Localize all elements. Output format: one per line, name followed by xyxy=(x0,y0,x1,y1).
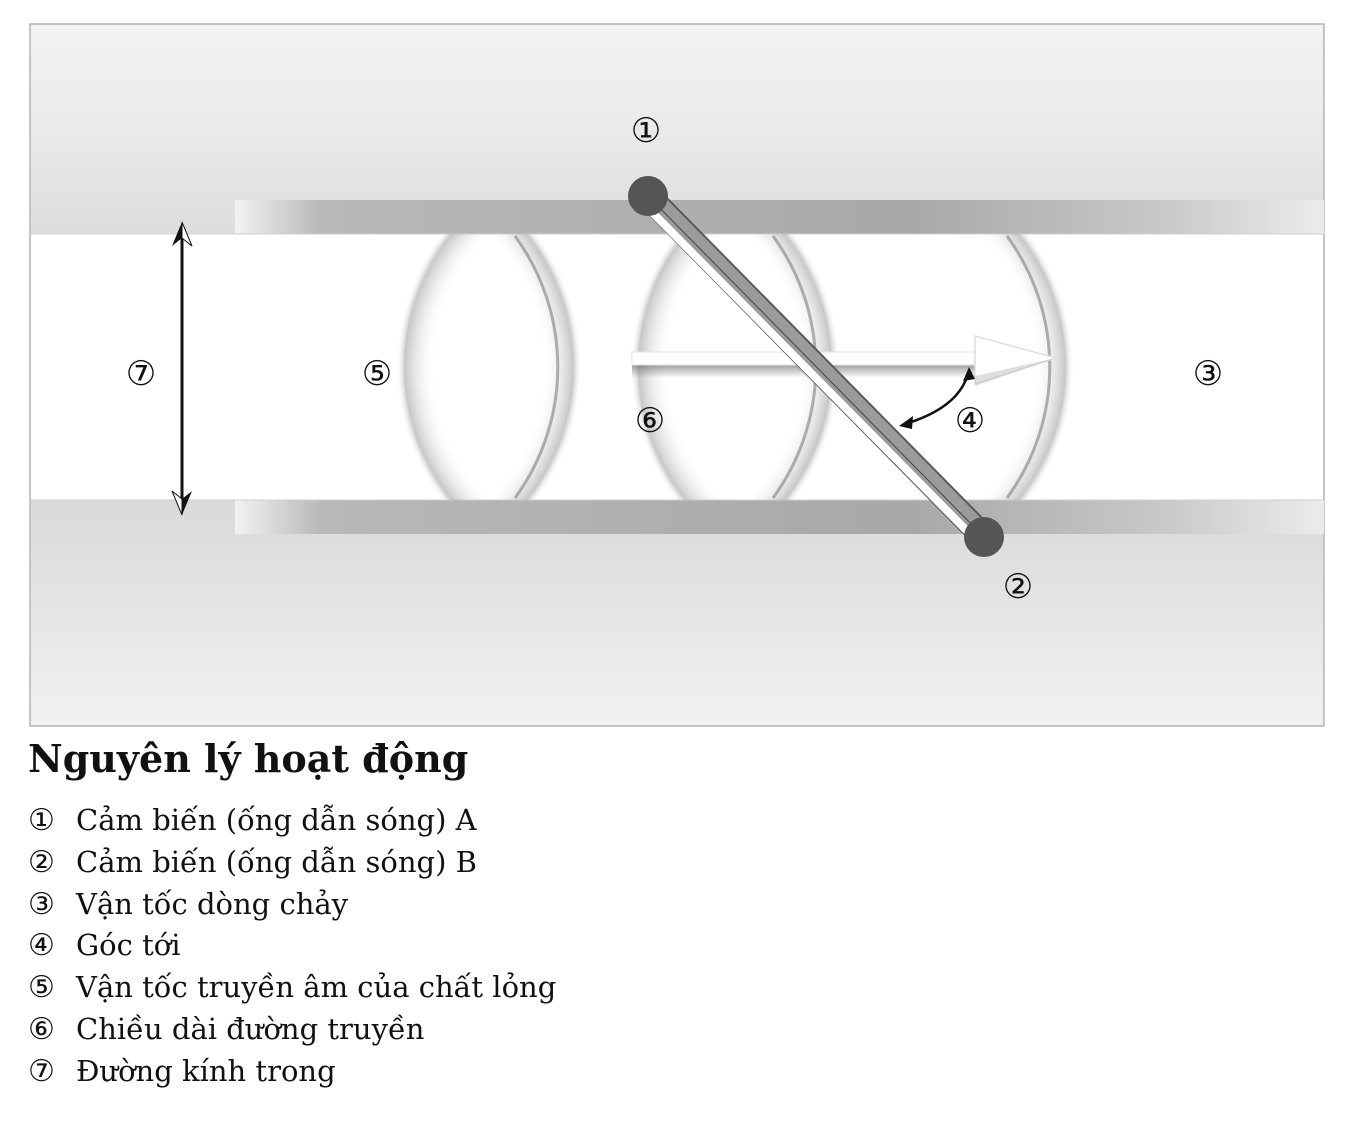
legend-label: Góc tới xyxy=(76,928,181,963)
legend-item xyxy=(28,800,556,842)
sensor-a-dot xyxy=(628,176,668,216)
marker-flow-velocity: ③ xyxy=(1192,354,1224,394)
legend-title: Nguyên lý hoạt động xyxy=(28,736,469,781)
legend-number: ⑥ xyxy=(28,1011,55,1047)
marker-path-length: ⑥ xyxy=(634,401,666,441)
legend-number: ⑤ xyxy=(28,970,55,1006)
legend-item xyxy=(28,884,556,926)
legend-label: Đường kính trong xyxy=(76,1053,336,1088)
legend-item xyxy=(28,842,556,884)
legend-label: Cảm biến (ống dẫn sóng) A xyxy=(76,803,477,837)
legend-number: ② xyxy=(28,844,55,880)
legend-item xyxy=(28,1051,556,1093)
marker-sensor-b: ② xyxy=(1002,567,1034,607)
sensor-b-dot xyxy=(964,517,1004,557)
marker-inner-diameter: ⑦ xyxy=(125,354,157,394)
pipe-strip-bottom xyxy=(235,500,1324,534)
legend-label: Vận tốc dòng chảy xyxy=(76,886,349,921)
legend-label: Chiều dài đường truyền xyxy=(76,1011,425,1046)
legend-item xyxy=(28,925,556,967)
marker-sound-velocity: ⑤ xyxy=(361,354,393,394)
legend-list xyxy=(28,800,556,1093)
legend-number: ③ xyxy=(28,886,55,922)
legend-item xyxy=(28,1009,556,1051)
marker-sensor-a: ① xyxy=(630,111,662,151)
legend-number: ① xyxy=(28,803,55,838)
pipe-strip-top xyxy=(235,200,1324,234)
legend-label: Cảm biến (ống dẫn sóng) B xyxy=(76,844,477,879)
legend-item xyxy=(28,967,556,1009)
legend-label: Vận tốc truyền âm của chất lỏng xyxy=(76,970,557,1005)
legend-number: ⑦ xyxy=(28,1053,55,1089)
marker-incidence-angle: ④ xyxy=(954,401,986,441)
legend-number: ④ xyxy=(28,928,55,964)
